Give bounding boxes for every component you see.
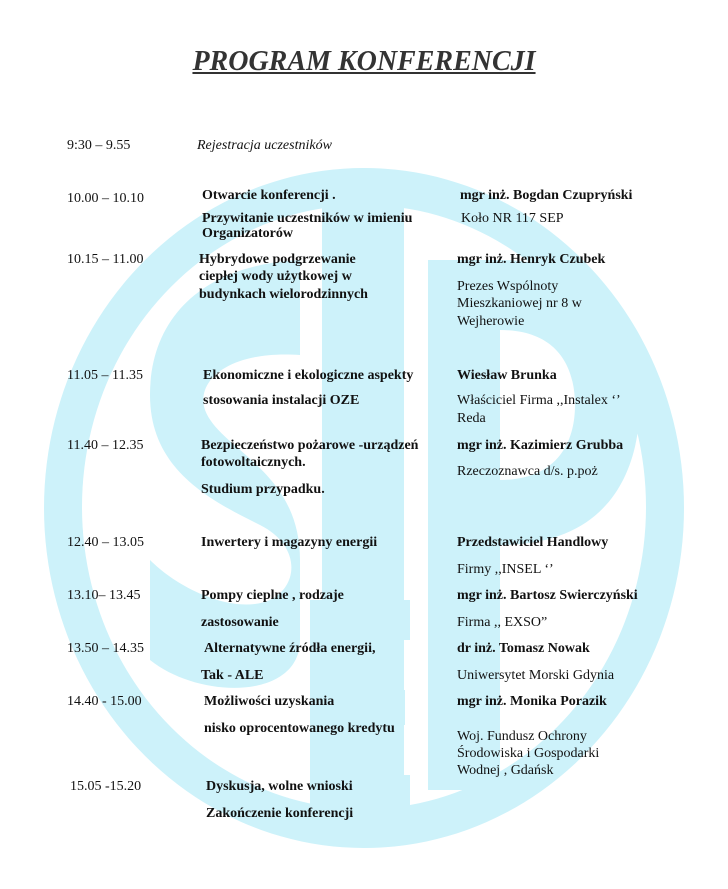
time-slot: 13.10– 13.45 xyxy=(67,588,141,603)
topic-line: ciepłej wody użytkowej w xyxy=(199,269,352,284)
time-slot: 9:30 – 9.55 xyxy=(67,138,131,153)
page-title: PROGRAM KONFERENCJI xyxy=(192,46,536,77)
speaker-affiliation: Woj. Fundusz Ochrony xyxy=(457,729,587,744)
topic-line: nisko oprocentowanego kredytu xyxy=(204,721,395,736)
topic-line: Organizatorów xyxy=(202,226,293,241)
time-slot: 15.05 -15.20 xyxy=(70,779,142,794)
topic-line: Ekonomiczne i ekologiczne aspekty xyxy=(203,368,414,383)
time-slot: 11.40 – 12.35 xyxy=(67,438,144,453)
speaker-name: dr inż. Tomasz Nowak xyxy=(457,641,590,656)
topic-line: Studium przypadku. xyxy=(201,482,325,497)
topic-line: Rejestracja uczestników xyxy=(197,138,332,153)
topic-line: Alternatywne źródła energii, xyxy=(204,641,376,656)
time-slot: 10.15 – 11.00 xyxy=(67,252,144,267)
topic-line: Inwertery i magazyny energii xyxy=(201,535,378,550)
speaker-affiliation: Reda xyxy=(457,411,486,426)
topic-line: Możliwości uzyskania xyxy=(204,694,335,709)
speaker-affiliation: Wodnej , Gdańsk xyxy=(457,763,554,778)
speaker-name: mgr inż. Monika Porazik xyxy=(457,694,607,709)
speaker-affiliation: Firmy ,,INSEL ‘’ xyxy=(457,562,554,577)
speaker-name: Przedstawiciel Handlowy xyxy=(457,535,609,550)
topic-line: Przywitanie uczestników w imieniu xyxy=(202,211,413,226)
topic-line: budynkach wielorodzinnych xyxy=(199,287,368,302)
speaker-affiliation: Koło NR 117 SEP xyxy=(461,211,564,226)
speaker-name: Wiesław Brunka xyxy=(457,368,557,383)
speaker-affiliation: Uniwersytet Morski Gdynia xyxy=(457,668,615,683)
topic-line: Hybrydowe podgrzewanie xyxy=(199,252,356,267)
speaker-affiliation: Wejherowie xyxy=(457,314,525,329)
speaker-affiliation: Prezes Wspólnoty xyxy=(457,279,559,294)
speaker-name: mgr inż. Henryk Czubek xyxy=(457,252,606,267)
speaker-affiliation: Mieszkaniowej nr 8 w xyxy=(457,296,582,311)
time-slot: 10.00 – 10.10 xyxy=(67,191,144,206)
topic-line: zastosowanie xyxy=(201,615,279,630)
topic-line: Tak - ALE xyxy=(201,668,264,683)
topic-line: Pompy cieplne , rodzaje xyxy=(201,588,344,603)
topic-line: Zakończenie konferencji xyxy=(206,806,354,821)
speaker-name: mgr inż. Bogdan Czupryński xyxy=(460,188,633,203)
speaker-affiliation: Rzeczoznawca d/s. p.poż xyxy=(457,464,598,479)
speaker-affiliation: Właściciel Firma ,,Instalex ‘’ xyxy=(457,393,621,408)
time-slot: 11.05 – 11.35 xyxy=(67,368,143,383)
topic-line: fotowoltaicznych. xyxy=(201,455,306,470)
time-slot: 12.40 – 13.05 xyxy=(67,535,144,550)
time-slot: 14.40 - 15.00 xyxy=(67,694,142,709)
topic-line: Otwarcie konferencji . xyxy=(202,188,336,203)
speaker-name: mgr inż. Kazimierz Grubba xyxy=(457,438,624,453)
speaker-name: mgr inż. Bartosz Swierczyński xyxy=(457,588,638,603)
speaker-affiliation: Środowiska i Gospodarki xyxy=(457,746,600,761)
speaker-affiliation: Firma ,, EXSO” xyxy=(457,615,548,630)
time-slot: 13.50 – 14.35 xyxy=(67,641,144,656)
topic-line: stosowania instalacji OZE xyxy=(203,393,360,408)
topic-line: Bezpieczeństwo pożarowe -urządzeń xyxy=(201,438,419,453)
topic-line: Dyskusja, wolne wnioski xyxy=(206,779,353,794)
